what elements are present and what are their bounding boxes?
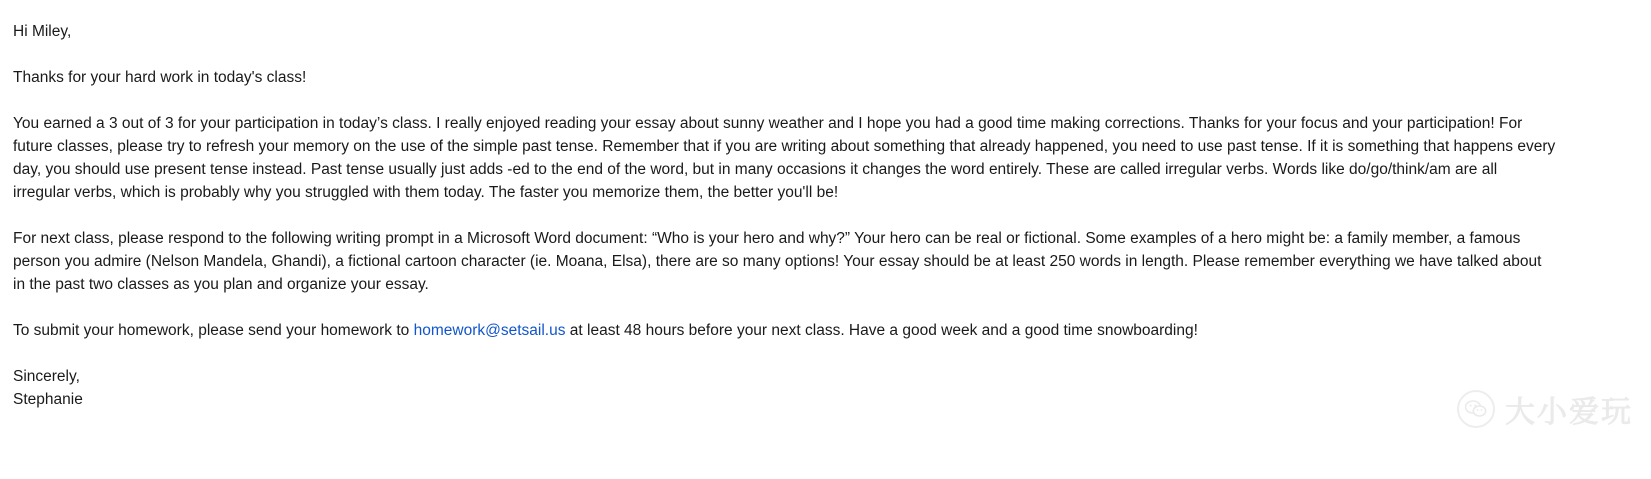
assignment-paragraph: For next class, please respond to the following writing prompt in a Microsoft Word document: “Who is your hero and why?” Your hero can be real or fictional. Some examples of a hero might be: a family member, a famous person you admire (Nelson Mandela, Ghandi), a fictional cartoon character (ie. Moana, Elsa), there are so many options! Your essay should be at least 250 words in length. Please remember everything we have talked about in the past two classes as you plan and organize your essay. xyxy=(13,230,1542,293)
submission-text-suffix: at least 48 hours before your next class. Have a good week and a good time snowboarding! xyxy=(565,322,1198,339)
signature-block xyxy=(13,365,1556,411)
wechat-icon xyxy=(1457,390,1495,428)
sender-name: Stephanie xyxy=(13,391,83,408)
submission-text-prefix: To submit your homework, please send your homework to xyxy=(13,322,414,339)
homework-email-link[interactable]: homework@setsail.us xyxy=(413,322,566,339)
closing-line: Sincerely, xyxy=(13,368,80,385)
greeting-paragraph: Hi Miley, xyxy=(13,23,72,40)
watermark-text: 大小爱玩 xyxy=(1505,395,1633,430)
feedback-paragraph: You earned a 3 out of 3 for your participation in today’s class. I really enjoyed reading your essay about sunny weather and I hope you had a good time making corrections. Thanks for your focus and your participation! For future classes, please try to refresh your memory on the use of the simple past tense. Remember that if you are writing about something that already happened, you need to use past tense. If it is something that happens every day, you should use present tense instead. Past tense usually just adds -ed to the end of the word, but in many occasions it changes the word entirely. These are called irregular verbs. Words like do/go/think/am are all irregular verbs, which is probably why you struggled with them today. The faster you memorize them, the better you'll be! xyxy=(13,115,1556,201)
submission-paragraph xyxy=(13,319,1556,342)
thanks-paragraph: Thanks for your hard work in today's class! xyxy=(13,69,307,86)
watermark xyxy=(1457,387,1633,431)
email-body xyxy=(13,20,1613,411)
